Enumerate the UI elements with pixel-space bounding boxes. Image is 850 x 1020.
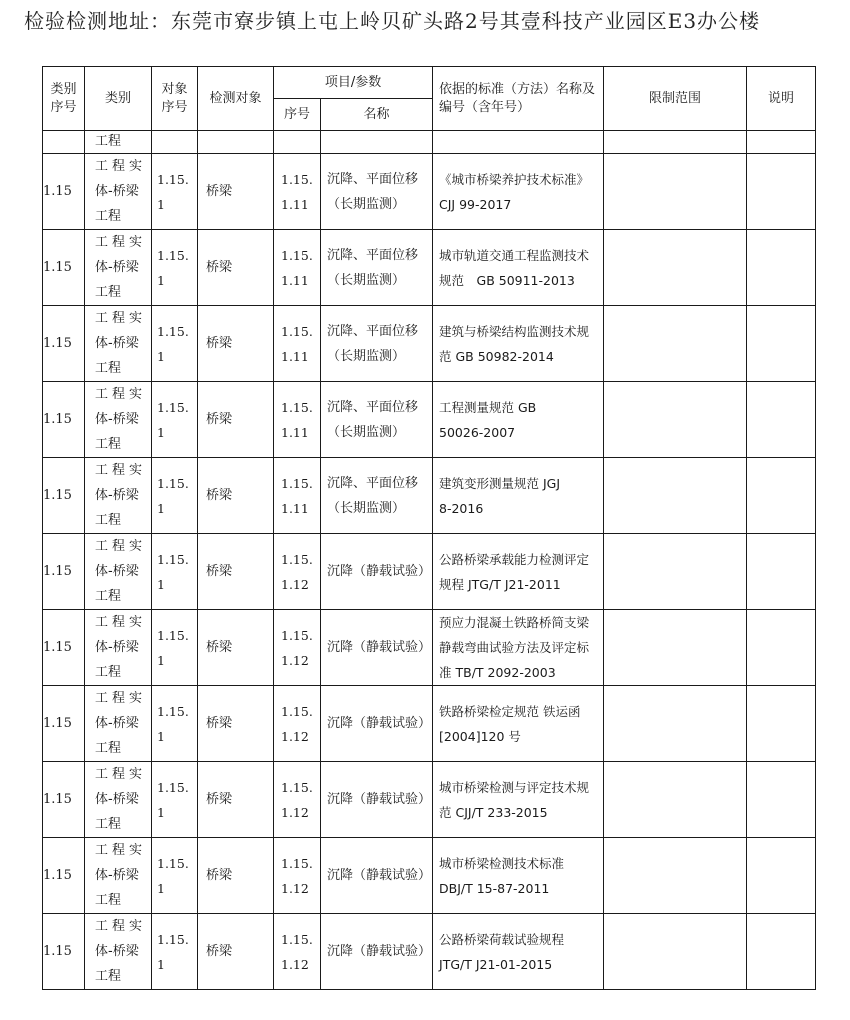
cell-object bbox=[198, 131, 274, 154]
header-obj-no: 对象序号 bbox=[152, 67, 198, 131]
cell-cat-no bbox=[43, 230, 85, 306]
seq-line-1: 1.15. bbox=[281, 931, 313, 947]
obj-no-line-1: 1.15. bbox=[157, 551, 189, 567]
cell-standard bbox=[433, 458, 604, 534]
cat-no-text: 1.15 bbox=[43, 336, 72, 351]
seq-line-1: 1.15. bbox=[281, 171, 313, 187]
cell-object bbox=[198, 914, 274, 990]
standard-line-2: 8-2016 bbox=[439, 500, 484, 516]
cell-cat-no bbox=[43, 534, 85, 610]
cell-category bbox=[85, 230, 152, 306]
param-name-line-2: （长期监测） bbox=[327, 500, 406, 516]
cell-seq bbox=[274, 838, 321, 914]
seq-line-1: 1.15. bbox=[281, 323, 313, 339]
param-name-line-1: 沉降（静载试验） bbox=[327, 564, 432, 579]
category-line-3: 工程 bbox=[95, 437, 122, 452]
table-row bbox=[43, 230, 816, 306]
cell-category bbox=[85, 838, 152, 914]
category-line-1: 工程实 bbox=[95, 843, 147, 858]
cell-limit bbox=[604, 382, 747, 458]
seq-line-1: 1.15. bbox=[281, 399, 313, 415]
cell-note bbox=[747, 306, 816, 382]
cell-standard bbox=[433, 306, 604, 382]
standard-line-3: 准 TB/T 2092-2003 bbox=[439, 665, 556, 680]
header-object: 检测对象 bbox=[198, 67, 274, 131]
seq-line-1: 1.15. bbox=[281, 627, 313, 643]
cell-name bbox=[321, 154, 433, 230]
category-line-3: 工程 bbox=[95, 893, 122, 908]
cell-limit bbox=[604, 534, 747, 610]
param-name-line-1: 沉降（静载试验） bbox=[327, 868, 432, 883]
cell-standard bbox=[433, 686, 604, 762]
obj-no-line-1: 1.15. bbox=[157, 475, 189, 491]
seq-line-1: 1.15. bbox=[281, 703, 313, 719]
param-name-line-2: （长期监测） bbox=[327, 196, 406, 212]
cell-note bbox=[747, 686, 816, 762]
cell-seq bbox=[274, 610, 321, 686]
seq-line-2: 1.12 bbox=[281, 576, 309, 592]
cell-obj-no bbox=[152, 458, 198, 534]
cell-note bbox=[747, 154, 816, 230]
cat-no-text: 1.15 bbox=[43, 260, 72, 275]
table-header bbox=[43, 67, 816, 131]
cell-category bbox=[85, 686, 152, 762]
header-category: 类别 bbox=[85, 67, 152, 131]
cell-object bbox=[198, 686, 274, 762]
object-text: 桥梁 bbox=[206, 488, 233, 503]
category-line-3: 工程 bbox=[95, 209, 122, 224]
cell-obj-no bbox=[152, 382, 198, 458]
param-name-line-1: 沉降（静载试验） bbox=[327, 716, 432, 731]
param-name-line-1: 沉降（静载试验） bbox=[327, 944, 432, 959]
seq-line-1: 1.15. bbox=[281, 855, 313, 871]
table-row bbox=[43, 534, 816, 610]
cell-note bbox=[747, 230, 816, 306]
cell-object bbox=[198, 154, 274, 230]
standard-line-2: JTG/T J21-01-2015 bbox=[439, 956, 553, 972]
cat-no-text: 1.15 bbox=[43, 564, 72, 579]
cell-seq bbox=[274, 382, 321, 458]
cell-name bbox=[321, 838, 433, 914]
param-name-line-1: 沉降（静载试验） bbox=[327, 640, 432, 655]
standards-table bbox=[42, 66, 816, 990]
seq-line-2: 1.12 bbox=[281, 728, 309, 744]
cell-cat-no bbox=[43, 154, 85, 230]
cat-no-text: 1.15 bbox=[43, 640, 72, 655]
category-line-1: 工程实 bbox=[95, 235, 147, 250]
seq-line-2: 1.11 bbox=[281, 196, 309, 212]
header-cat-no: 类别序号 bbox=[43, 67, 85, 131]
header-name: 名称 bbox=[321, 99, 433, 131]
category-line-1: 工程实 bbox=[95, 387, 147, 402]
category-line-2: 体-桥梁 bbox=[95, 944, 139, 959]
object-text: 桥梁 bbox=[206, 336, 233, 351]
cell-cat-no bbox=[43, 382, 85, 458]
param-name-line-1: 沉降、平面位移 bbox=[327, 323, 419, 339]
cell-category bbox=[85, 306, 152, 382]
category-line-1: 工程实 bbox=[95, 159, 147, 174]
category-line-3: 工程 bbox=[95, 589, 122, 604]
cell-limit bbox=[604, 838, 747, 914]
cell-seq bbox=[274, 534, 321, 610]
cell-obj-no bbox=[152, 610, 198, 686]
cat-no-text: 1.15 bbox=[43, 792, 72, 807]
obj-no-line-2: 1 bbox=[157, 652, 165, 668]
obj-no-line-1: 1.15. bbox=[157, 703, 189, 719]
category-line-1: 工程实 bbox=[95, 691, 147, 706]
cell-standard bbox=[433, 610, 604, 686]
cell-seq bbox=[274, 914, 321, 990]
cell-obj-no bbox=[152, 914, 198, 990]
cell-note bbox=[747, 762, 816, 838]
object-text: 桥梁 bbox=[206, 716, 233, 731]
standard-line-2: 50026-2007 bbox=[439, 424, 516, 440]
table-row bbox=[43, 610, 816, 686]
standard-line-2: CJJ 99-2017 bbox=[439, 196, 512, 212]
cell-seq bbox=[274, 686, 321, 762]
cell-cat-no bbox=[43, 914, 85, 990]
obj-no-line-2: 1 bbox=[157, 880, 165, 896]
cell-category bbox=[85, 534, 152, 610]
cell-seq bbox=[274, 230, 321, 306]
cell-obj-no bbox=[152, 762, 198, 838]
seq-line-1: 1.15. bbox=[281, 551, 313, 567]
cell-obj-no bbox=[152, 686, 198, 762]
cell-standard bbox=[433, 838, 604, 914]
param-name-line-1: 沉降、平面位移 bbox=[327, 247, 419, 263]
cell-seq bbox=[274, 306, 321, 382]
cell-object bbox=[198, 306, 274, 382]
cell-object bbox=[198, 762, 274, 838]
category-line-2: 体-桥梁 bbox=[95, 488, 139, 503]
standard-line-1: 公路桥梁承载能力检测评定 bbox=[439, 551, 590, 567]
standard-line-1: 工程测量规范 GB bbox=[439, 399, 537, 415]
cell-category bbox=[85, 154, 152, 230]
table-row bbox=[43, 458, 816, 534]
cell-standard bbox=[433, 154, 604, 230]
param-name-line-1: 沉降（静载试验） bbox=[327, 792, 432, 807]
cell-limit bbox=[604, 686, 747, 762]
seq-line-1: 1.15. bbox=[281, 475, 313, 491]
standard-line-1: 建筑与桥梁结构监测技术规 bbox=[439, 323, 590, 339]
cell-note bbox=[747, 838, 816, 914]
object-text: 桥梁 bbox=[206, 184, 233, 199]
standard-line-1: 建筑变形测量规范 JGJ bbox=[439, 475, 561, 491]
cell-name bbox=[321, 534, 433, 610]
table-row bbox=[43, 762, 816, 838]
cell-note bbox=[747, 382, 816, 458]
cell-category bbox=[85, 914, 152, 990]
cell-cat-no bbox=[43, 838, 85, 914]
cell-name bbox=[321, 914, 433, 990]
standard-line-2: 范 GB 50982-2014 bbox=[439, 348, 554, 364]
cell-object bbox=[198, 534, 274, 610]
cat-no-text: 1.15 bbox=[43, 184, 72, 199]
obj-no-line-1: 1.15. bbox=[157, 171, 189, 187]
seq-line-2: 1.11 bbox=[281, 272, 309, 288]
param-name-line-2: （长期监测） bbox=[327, 348, 406, 364]
category-line-3: 工程 bbox=[95, 513, 122, 528]
cell-cat-no bbox=[43, 686, 85, 762]
seq-line-2: 1.12 bbox=[281, 880, 309, 896]
cell-obj-no bbox=[152, 131, 198, 154]
cell-name bbox=[321, 610, 433, 686]
page-title: 检验检测地址：东莞市寮步镇上屯上岭贝矿头路2号其壹科技产业园区E3办公楼 bbox=[24, 9, 761, 33]
obj-no-line-2: 1 bbox=[157, 272, 165, 288]
table-row bbox=[43, 131, 816, 154]
seq-line-2: 1.12 bbox=[281, 956, 309, 972]
object-text: 桥梁 bbox=[206, 944, 233, 959]
standard-line-2: 规程 JTG/T J21-2011 bbox=[439, 576, 561, 592]
category-line-3: 工程 bbox=[95, 817, 122, 832]
cat-no-text: 1.15 bbox=[43, 868, 72, 883]
cell-object bbox=[198, 382, 274, 458]
cell-limit bbox=[604, 610, 747, 686]
standard-line-2: 规范 GB 50911-2013 bbox=[439, 272, 575, 288]
seq-line-2: 1.11 bbox=[281, 348, 309, 364]
obj-no-line-1: 1.15. bbox=[157, 931, 189, 947]
table-body bbox=[43, 154, 816, 990]
cell-limit bbox=[604, 762, 747, 838]
param-name-line-1: 沉降、平面位移 bbox=[327, 171, 419, 187]
cell-name bbox=[321, 686, 433, 762]
seq-line-2: 1.12 bbox=[281, 652, 309, 668]
cell-standard bbox=[433, 914, 604, 990]
object-text: 桥梁 bbox=[206, 564, 233, 579]
cell-cat-no bbox=[43, 131, 85, 154]
standard-line-1: 城市桥梁检测与评定技术规 bbox=[439, 779, 590, 795]
cell-obj-no bbox=[152, 154, 198, 230]
category-line-2: 体-桥梁 bbox=[95, 792, 139, 807]
cell-standard bbox=[433, 131, 604, 154]
cell-name bbox=[321, 306, 433, 382]
category-line-3: 工程 bbox=[95, 285, 122, 300]
cell-standard bbox=[433, 534, 604, 610]
cell-obj-no bbox=[152, 230, 198, 306]
cell-category bbox=[85, 762, 152, 838]
standard-line-1: 城市桥梁检测技术标准 bbox=[439, 855, 565, 871]
header-item-param: 项目/参数 bbox=[274, 67, 433, 99]
cell-seq bbox=[274, 762, 321, 838]
cell-cat-no bbox=[43, 610, 85, 686]
cell-object bbox=[198, 458, 274, 534]
header-note: 说明 bbox=[747, 67, 816, 131]
table-row bbox=[43, 838, 816, 914]
obj-no-line-1: 1.15. bbox=[157, 855, 189, 871]
cell-note bbox=[747, 131, 816, 154]
category-line-2: 体-桥梁 bbox=[95, 336, 139, 351]
cell-name bbox=[321, 458, 433, 534]
table-row bbox=[43, 382, 816, 458]
cell-object bbox=[198, 838, 274, 914]
obj-no-line-1: 1.15. bbox=[157, 399, 189, 415]
cell-obj-no bbox=[152, 838, 198, 914]
object-text: 桥梁 bbox=[206, 412, 233, 427]
obj-no-line-2: 1 bbox=[157, 348, 165, 364]
header-standard: 依据的标准（方法）名称及编号（含年号） bbox=[433, 67, 604, 131]
cat-no-text: 1.15 bbox=[43, 412, 72, 427]
cat-no-text: 1.15 bbox=[43, 488, 72, 503]
obj-no-line-2: 1 bbox=[157, 956, 165, 972]
category-line-1: 工程实 bbox=[95, 615, 147, 630]
cell-category bbox=[85, 458, 152, 534]
obj-no-line-2: 1 bbox=[157, 424, 165, 440]
cell-obj-no bbox=[152, 534, 198, 610]
cell-cat-no bbox=[43, 762, 85, 838]
cat-no-text: 1.15 bbox=[43, 716, 72, 731]
standard-line-2: 范 CJJ/T 233-2015 bbox=[439, 804, 548, 820]
category-line-2: 体-桥梁 bbox=[95, 184, 139, 199]
cell-category bbox=[85, 382, 152, 458]
category-line-2: 体-桥梁 bbox=[95, 716, 139, 731]
category-line-3: 工程 bbox=[95, 665, 122, 680]
cell-standard bbox=[433, 230, 604, 306]
param-name-line-1: 沉降、平面位移 bbox=[327, 399, 419, 415]
cell-name bbox=[321, 382, 433, 458]
cell-object bbox=[198, 230, 274, 306]
standard-line-1: 《城市桥梁养护技术标准》 bbox=[439, 171, 590, 187]
category-line-1: 工程实 bbox=[95, 539, 147, 554]
param-name-line-2: （长期监测） bbox=[327, 272, 406, 288]
cell-category bbox=[85, 610, 152, 686]
cell-seq bbox=[274, 131, 321, 154]
cell-limit bbox=[604, 914, 747, 990]
standard-line-1: 公路桥梁荷载试验规程 bbox=[439, 931, 565, 947]
header-limit: 限制范围 bbox=[604, 67, 747, 131]
obj-no-line-2: 1 bbox=[157, 500, 165, 516]
cell-note bbox=[747, 610, 816, 686]
category-line-2: 体-桥梁 bbox=[95, 412, 139, 427]
cell-standard bbox=[433, 382, 604, 458]
category-line-2: 体-桥梁 bbox=[95, 260, 139, 275]
obj-no-line-1: 1.15. bbox=[157, 627, 189, 643]
category-line-1: 工程实 bbox=[95, 767, 147, 782]
cell-name bbox=[321, 131, 433, 154]
table-row bbox=[43, 686, 816, 762]
standard-line-1: 铁路桥梁检定规范 铁运函 bbox=[439, 703, 581, 719]
param-name-line-2: （长期监测） bbox=[327, 424, 406, 440]
cell-limit bbox=[604, 230, 747, 306]
category-line-3: 工程 bbox=[95, 741, 122, 756]
obj-no-line-2: 1 bbox=[157, 196, 165, 212]
cell-seq bbox=[274, 458, 321, 534]
category-line-2: 体-桥梁 bbox=[95, 868, 139, 883]
category-text: 工程 bbox=[95, 134, 122, 149]
object-text: 桥梁 bbox=[206, 640, 233, 655]
cell-note bbox=[747, 914, 816, 990]
obj-no-line-2: 1 bbox=[157, 804, 165, 820]
standard-line-1: 预应力混凝土铁路桥简支梁 bbox=[439, 615, 590, 630]
standard-line-1: 城市轨道交通工程监测技术 bbox=[439, 247, 590, 263]
object-text: 桥梁 bbox=[206, 260, 233, 275]
category-line-1: 工程实 bbox=[95, 919, 147, 934]
cell-object bbox=[198, 610, 274, 686]
cell-cat-no bbox=[43, 458, 85, 534]
cell-standard bbox=[433, 762, 604, 838]
standard-line-2: [2004]120 号 bbox=[439, 728, 521, 744]
category-line-3: 工程 bbox=[95, 969, 122, 984]
obj-no-line-1: 1.15. bbox=[157, 323, 189, 339]
cell-limit bbox=[604, 306, 747, 382]
table-row bbox=[43, 154, 816, 230]
category-line-1: 工程实 bbox=[95, 311, 147, 326]
cell-note bbox=[747, 534, 816, 610]
seq-line-2: 1.11 bbox=[281, 424, 309, 440]
obj-no-line-1: 1.15. bbox=[157, 779, 189, 795]
seq-line-1: 1.15. bbox=[281, 779, 313, 795]
obj-no-line-2: 1 bbox=[157, 576, 165, 592]
cell-cat-no bbox=[43, 306, 85, 382]
cell-limit bbox=[604, 131, 747, 154]
cell-seq bbox=[274, 154, 321, 230]
category-line-2: 体-桥梁 bbox=[95, 564, 139, 579]
obj-no-line-1: 1.15. bbox=[157, 247, 189, 263]
object-text: 桥梁 bbox=[206, 792, 233, 807]
obj-no-line-2: 1 bbox=[157, 728, 165, 744]
cell-limit bbox=[604, 458, 747, 534]
cat-no-text: 1.15 bbox=[43, 944, 72, 959]
standard-line-2: DBJ/T 15-87-2011 bbox=[439, 880, 550, 896]
category-line-2: 体-桥梁 bbox=[95, 640, 139, 655]
cell-limit bbox=[604, 154, 747, 230]
cell-obj-no bbox=[152, 306, 198, 382]
category-line-3: 工程 bbox=[95, 361, 122, 376]
cell-name bbox=[321, 230, 433, 306]
cell-note bbox=[747, 458, 816, 534]
seq-line-2: 1.11 bbox=[281, 500, 309, 516]
seq-line-2: 1.12 bbox=[281, 804, 309, 820]
category-line-1: 工程实 bbox=[95, 463, 147, 478]
cell-name bbox=[321, 762, 433, 838]
standard-line-2: 静载弯曲试验方法及评定标 bbox=[439, 640, 590, 655]
table-row bbox=[43, 914, 816, 990]
table-row bbox=[43, 306, 816, 382]
seq-line-1: 1.15. bbox=[281, 247, 313, 263]
param-name-line-1: 沉降、平面位移 bbox=[327, 475, 419, 491]
object-text: 桥梁 bbox=[206, 868, 233, 883]
cell-category bbox=[85, 131, 152, 154]
header-seq: 序号 bbox=[274, 99, 321, 131]
